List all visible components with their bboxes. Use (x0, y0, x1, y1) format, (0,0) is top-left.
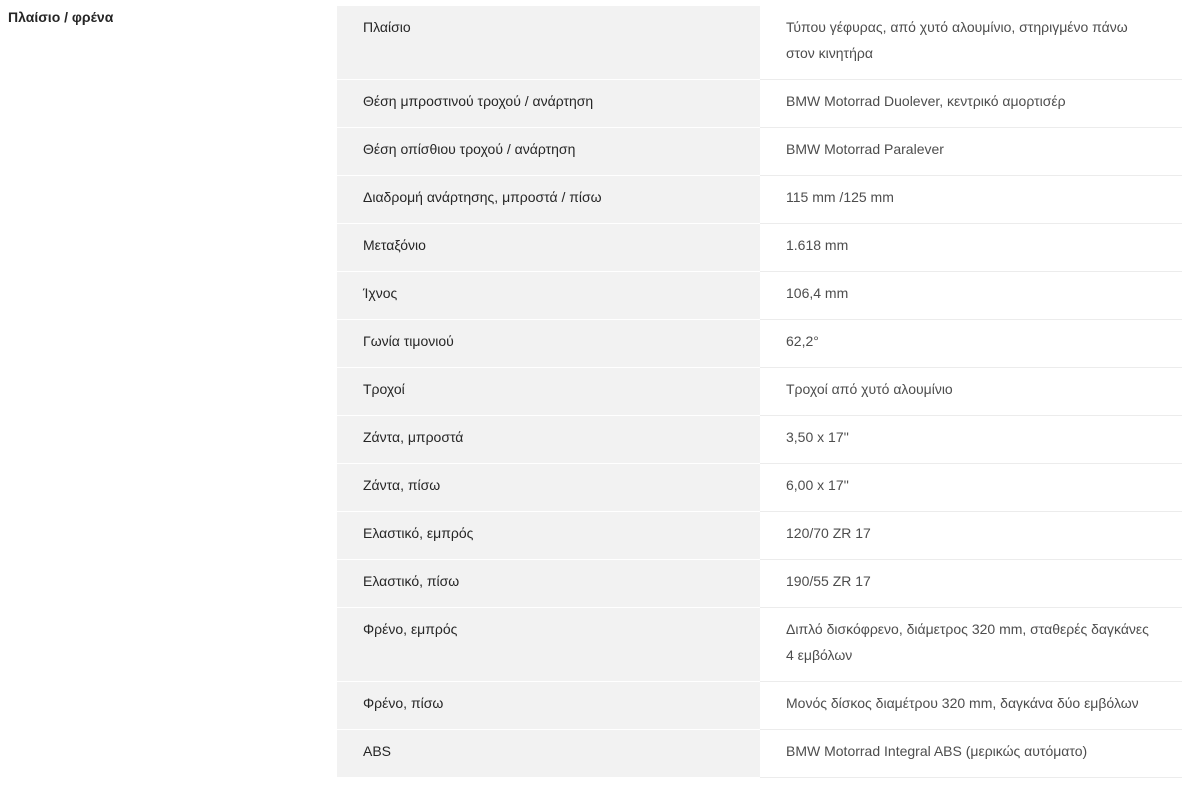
spec-label: Φρένο, εμπρός (337, 608, 760, 682)
table-row (337, 272, 1182, 320)
table-row (337, 608, 1182, 682)
spec-value: BMW Motorrad Integral ABS (μερικώς αυτόματο) (760, 730, 1182, 778)
table-row (337, 464, 1182, 512)
spec-label: Τροχοί (337, 368, 760, 416)
spec-value: 106,4 mm (760, 272, 1182, 320)
spec-value: Τροχοί από χυτό αλουμίνιο (760, 368, 1182, 416)
table-row (337, 512, 1182, 560)
spec-label: Ελαστικό, εμπρός (337, 512, 760, 560)
spec-label: Πλαίσιο (337, 6, 760, 80)
spec-label: Ζάντα, πίσω (337, 464, 760, 512)
spec-label: ABS (337, 730, 760, 778)
table-row (337, 176, 1182, 224)
spec-value: 3,50 x 17'' (760, 416, 1182, 464)
table-row (337, 80, 1182, 128)
table-row (337, 128, 1182, 176)
spec-label: Διαδρομή ανάρτησης, μπροστά / πίσω (337, 176, 760, 224)
spec-value: 62,2° (760, 320, 1182, 368)
spec-value: Διπλό δισκόφρενο, διάμετρος 320 mm, σταθερές δαγκάνες 4 εμβόλων (760, 608, 1182, 682)
spec-label: Θέση μπροστινού τροχού / ανάρτηση (337, 80, 760, 128)
spec-value: BMW Motorrad Paralever (760, 128, 1182, 176)
spec-value: 115 mm /125 mm (760, 176, 1182, 224)
table-row (337, 730, 1182, 778)
spec-value: 6,00 x 17'' (760, 464, 1182, 512)
section-title: Πλαίσιο / φρένα (8, 9, 114, 25)
spec-label: Μεταξόνιο (337, 224, 760, 272)
table-row (337, 560, 1182, 608)
table-row (337, 416, 1182, 464)
spec-value: Μονός δίσκος διαμέτρου 320 mm, δαγκάνα δύο εμβόλων (760, 682, 1182, 730)
spec-table (337, 6, 1182, 778)
spec-label: Θέση οπίσθιου τροχού / ανάρτηση (337, 128, 760, 176)
spec-value: BMW Motorrad Duolever, κεντρικό αμορτισέρ (760, 80, 1182, 128)
spec-value: 120/70 ZR 17 (760, 512, 1182, 560)
spec-label: Γωνία τιμονιού (337, 320, 760, 368)
spec-label: Ελαστικό, πίσω (337, 560, 760, 608)
table-row (337, 224, 1182, 272)
spec-value: 190/55 ZR 17 (760, 560, 1182, 608)
table-row (337, 6, 1182, 80)
spec-value: 1.618 mm (760, 224, 1182, 272)
spec-label: Ίχνος (337, 272, 760, 320)
spec-value: Τύπου γέφυρας, από χυτό αλουμίνιο, στηριγμένο πάνω στον κινητήρα (760, 6, 1182, 80)
table-row (337, 682, 1182, 730)
spec-label: Φρένο, πίσω (337, 682, 760, 730)
spec-label: Ζάντα, μπροστά (337, 416, 760, 464)
table-row (337, 320, 1182, 368)
table-row (337, 368, 1182, 416)
